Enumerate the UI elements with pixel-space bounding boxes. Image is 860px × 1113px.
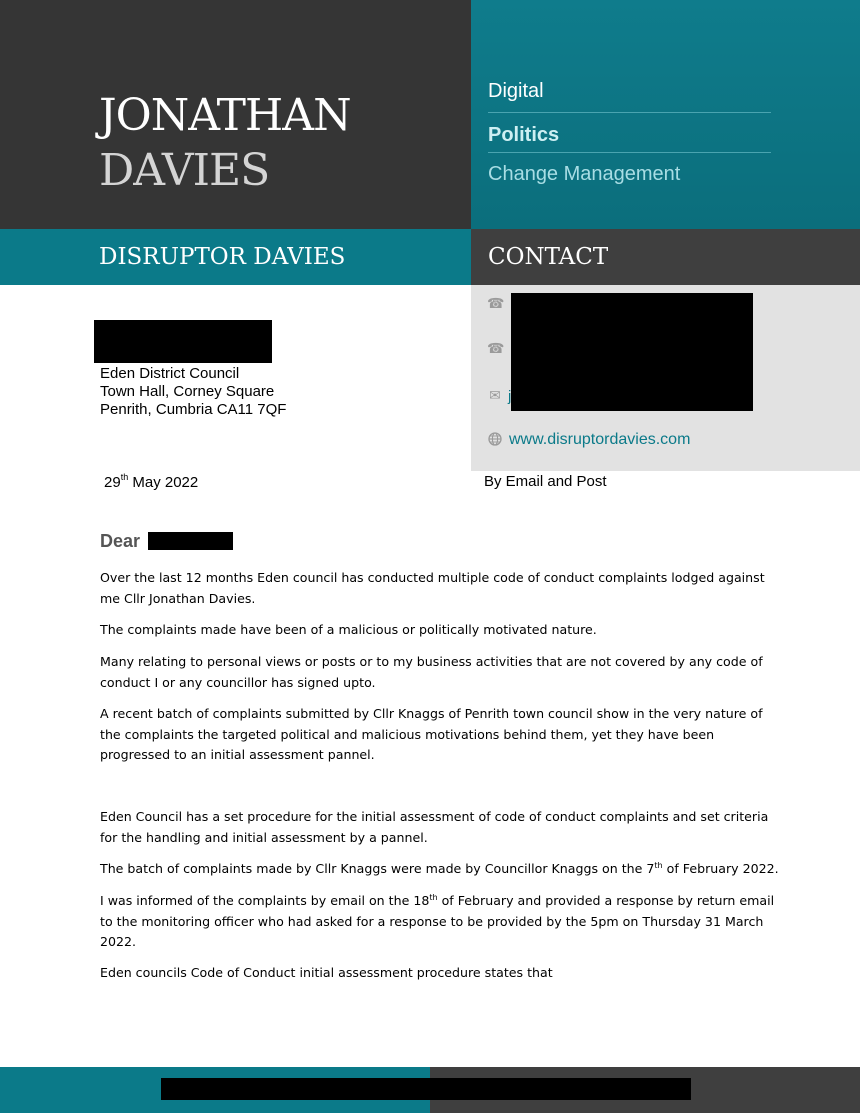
body-paragraph: A recent batch of complaints submitted by Cllr Knaggs of Penrith town council show in the very nature of the complaints the targeted political and malicious motivations behind them, yet they have been progressed to an initial assessment pannel.: [100, 706, 763, 762]
website-link[interactable]: www.disruptordavies.com: [509, 431, 691, 448]
body-paragraph: Many relating to personal views or posts or to my business activities that are not covered by any code of conduct I or any councillor has signed upto.: [100, 654, 763, 690]
phone-icon: ☎: [487, 296, 505, 312]
address-line: Eden District Council: [100, 365, 240, 382]
letter-date: 29th May 2022: [104, 472, 199, 491]
redaction-salutation-name: [148, 532, 233, 550]
redaction-contact-details: [511, 293, 753, 411]
salutation: Dear: [100, 531, 141, 551]
brand-title: DISRUPTOR DAVIES: [99, 244, 346, 270]
skill-divider: [488, 152, 771, 153]
skill-politics: Politics: [488, 124, 560, 146]
body-paragraph: I was informed of the complaints by email on the 18th of February and provided a response by return email to the monitoring officer who had asked for a response to be provided by the 5pm on Thursday 31 March 2022.: [100, 892, 775, 949]
name-last: DAVIES: [99, 145, 270, 196]
skill-divider: [488, 112, 771, 113]
contact-email[interactable]: j: [508, 388, 512, 405]
skill-change-management: Change Management: [488, 163, 681, 185]
phone-icon: ☎: [487, 341, 505, 357]
header-teal-block: [471, 0, 860, 229]
body-paragraph: The batch of complaints made by Cllr Knaggs were made by Councillor Knaggs on the 7th of February 2022.: [100, 860, 779, 876]
skill-digital: Digital: [488, 80, 544, 102]
redaction-recipient-name: [94, 320, 272, 363]
body-paragraph: Eden councils Code of Conduct initial assessment procedure states that: [100, 965, 553, 980]
redaction-footer: [161, 1078, 691, 1100]
body-paragraph: Eden Council has a set procedure for the initial assessment of code of conduct complaints and set criteria for the handling and initial assessment by a pannel.: [100, 809, 769, 845]
body-paragraph: Over the last 12 months Eden council has conducted multiple code of conduct complaints lodged against me Cllr Jonathan Davies.: [100, 570, 765, 606]
name-first: JONATHAN: [99, 90, 351, 141]
email-icon: ✉: [489, 388, 501, 404]
contact-title: CONTACT: [488, 244, 609, 270]
globe-icon: [487, 432, 503, 449]
address-line: Penrith, Cumbria CA11 7QF: [100, 401, 287, 418]
address-line: Town Hall, Corney Square: [100, 383, 275, 400]
delivery-method: By Email and Post: [484, 473, 607, 490]
body-paragraph: The complaints made have been of a malicious or politically motivated nature.: [100, 622, 597, 637]
